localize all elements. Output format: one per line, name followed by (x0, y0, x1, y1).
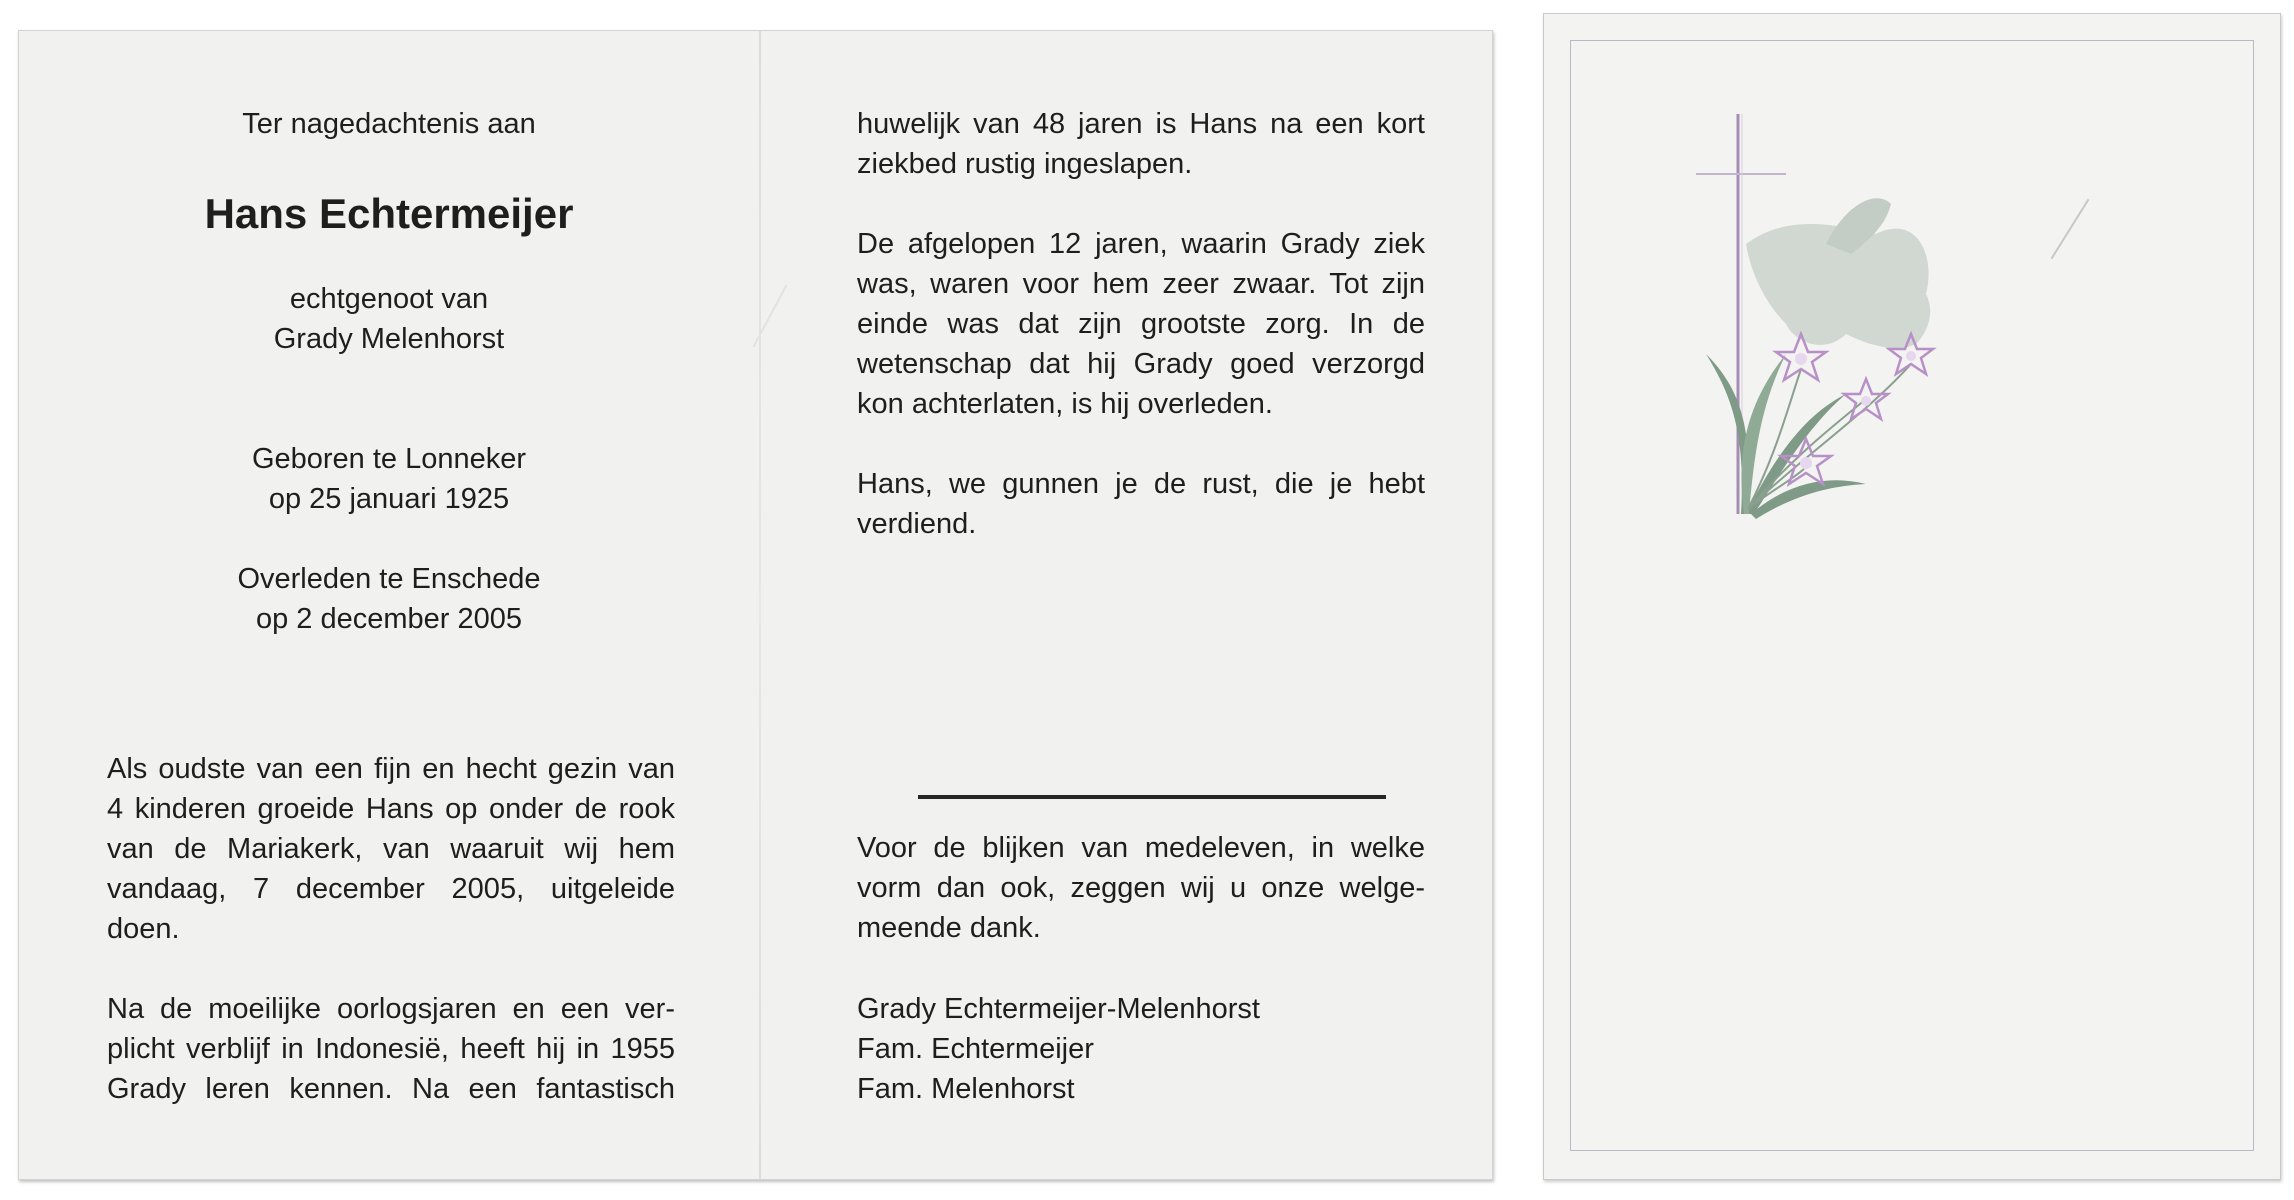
signature-line: Grady Echtermeijer-Melenhorst (857, 993, 1260, 1025)
text-line: Voor de blijken van medeleven, in welke (857, 832, 1425, 864)
text-line: doen. (107, 913, 180, 945)
biography-paragraph-2 (107, 989, 675, 1109)
text-line: plicht verblijf in Indonesië, heeft hij in 1955 (107, 1033, 675, 1065)
text-line: einde was dat zijn grootste zorg. In de (857, 308, 1425, 340)
death-date: op 2 december 2005 (255, 603, 523, 635)
illness-paragraph (857, 224, 1425, 424)
text-line: meende dank. (857, 912, 1041, 944)
text-line: wetenschap dat hij Grady goed verzorgd (857, 348, 1425, 380)
signature-line: Fam. Echtermeijer (857, 1033, 1094, 1065)
spouse-name: Grady Melenhorst (273, 323, 505, 355)
text-line: Hans, we gunnen je de rust, die je hebt (857, 468, 1425, 500)
intro-text: Ter nagedachtenis aan (242, 108, 536, 140)
signatures (857, 989, 1425, 1109)
signature-line: Fam. Melenhorst (857, 1073, 1075, 1105)
death-place: Overleden te Enschede (237, 563, 541, 595)
text-line: Grady leren kennen. Na een fantastisch (107, 1073, 675, 1105)
inside-card (18, 30, 1493, 1180)
text-line: 4 kinderen groeide Hans op onder de rook (107, 793, 675, 825)
text-line: vorm dan ook, zeggen wij u onze welge- (857, 872, 1425, 904)
text-line: ziekbed rustig ingeslapen. (857, 148, 1193, 180)
thanks-paragraph (857, 828, 1425, 948)
deceased-name: Hans Echtermeijer (204, 190, 574, 237)
right-panel (761, 31, 1494, 1179)
birth-place: Geboren te Lonneker (251, 443, 527, 475)
left-panel (19, 31, 759, 1179)
marriage-paragraph (857, 104, 1425, 184)
text-line: van de Mariakerk, van waaruit wij hem (107, 833, 675, 865)
text-line: verdiend. (857, 508, 977, 540)
text-line: De afgelopen 12 jaren, waarin Grady ziek (857, 228, 1425, 260)
text-line: kon achterlaten, is hij overleden. (857, 388, 1273, 420)
cover-card (1543, 13, 2281, 1180)
divider-rule (918, 795, 1386, 799)
text-line: was, waren voor hem zeer zwaar. Tot zijn (857, 268, 1425, 300)
spouse-label: echtgenoot van (289, 283, 489, 315)
text-line: vandaag, 7 december 2005, uitgeleide (107, 873, 675, 905)
cross-dove-lily-icon (1636, 94, 1956, 539)
rest-paragraph (857, 464, 1425, 544)
text-line: huwelijk van 48 jaren is Hans na een kort (857, 108, 1425, 140)
birth-date: op 25 januari 1925 (268, 483, 510, 515)
text-line: Na de moeilijke oorlogsjaren en een ver- (107, 993, 675, 1025)
text-line: Als oudste van een fijn en hecht gezin van (107, 753, 675, 785)
biography-paragraph-1 (107, 749, 675, 949)
